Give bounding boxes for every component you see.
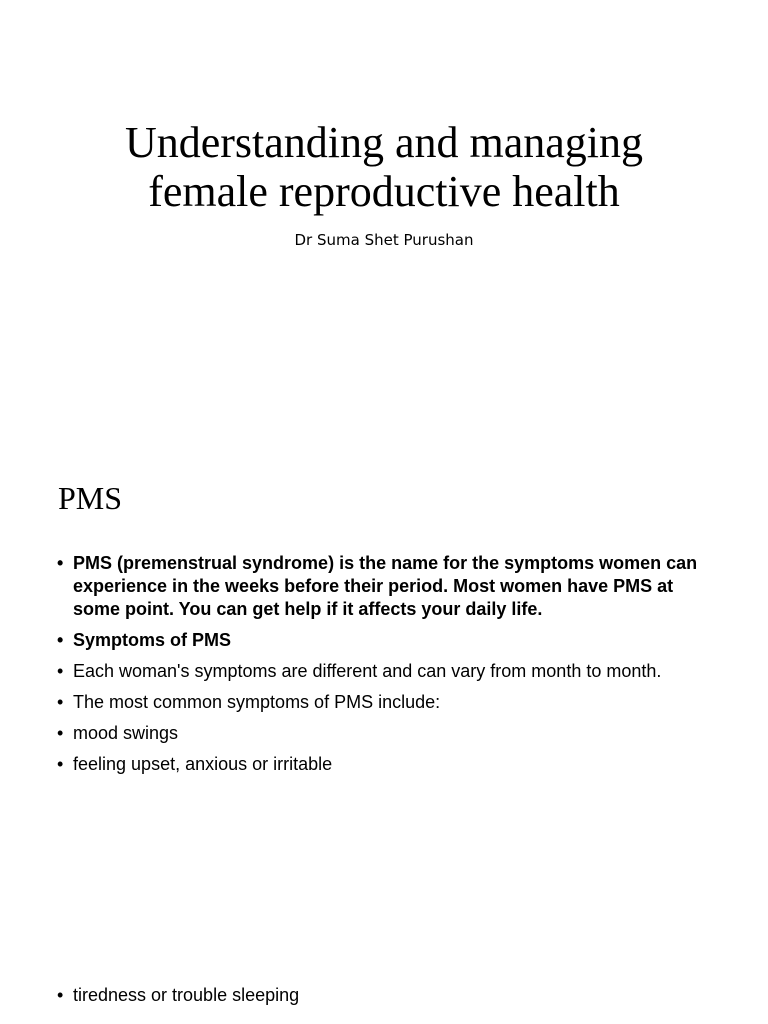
bullet-dot: • [57, 723, 64, 743]
title-slide [0, 0, 768, 432]
bullet-dot: • [57, 692, 64, 712]
bullet-list [56, 552, 716, 784]
bullet-item [56, 691, 716, 714]
bullet-dot: • [57, 630, 64, 650]
bullet-dot: • [57, 985, 64, 1005]
slide-title [60, 118, 708, 216]
title-line-1: Understanding and managing [124, 118, 644, 167]
bullet-text: PMS (premenstrual syndrome) is the name for the symptoms women can experience in the weeks before their period. Most women have PMS at some point. You can get help if it affects your daily life. [73, 553, 698, 619]
bullet-dot: • [57, 553, 64, 573]
bullet-item [56, 660, 716, 683]
bullet-item [56, 753, 716, 776]
bullet-text: feeling upset, anxious or irritable [73, 754, 333, 774]
bullet-dot: • [57, 661, 64, 681]
slide-subtitle: Dr Suma Shet Purushan [294, 231, 474, 249]
bullet-item [56, 552, 716, 621]
continuation-slide [0, 864, 768, 1024]
pms-slide [0, 432, 768, 864]
bullet-text: The most common symptoms of PMS include: [73, 692, 441, 712]
bullet-text: Each woman's symptoms are different and can vary from month to month. [73, 661, 662, 681]
bullet-list [56, 984, 716, 1015]
bullet-text: Symptoms of PMS [73, 630, 232, 650]
slide-heading: PMS [58, 480, 123, 516]
bullet-text: tiredness or trouble sleeping [73, 985, 300, 1005]
bullet-item [56, 722, 716, 745]
bullet-text: mood swings [73, 723, 179, 743]
bullet-item [56, 629, 716, 652]
bullet-item [56, 984, 716, 1007]
title-line-2: female reproductive health [148, 167, 620, 216]
bullet-dot: • [57, 754, 64, 774]
